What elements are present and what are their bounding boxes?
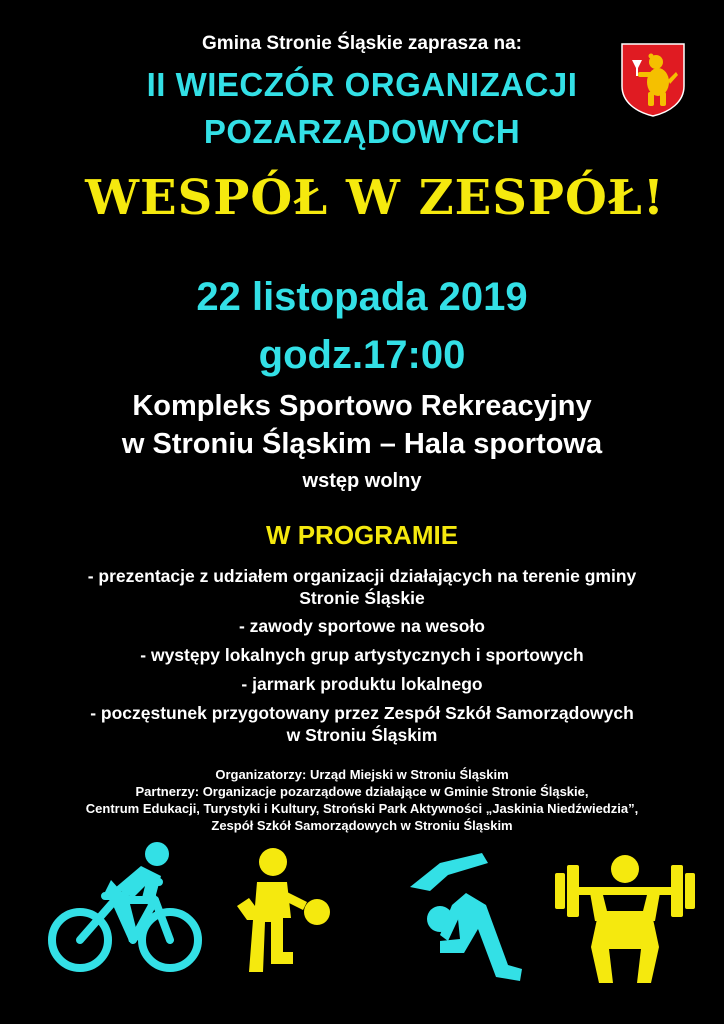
partners-line: Centrum Edukacji, Turystyki i Kultury, Stroński Park Aktywności „Jaskinia Niedźwiedzia”, <box>85 801 639 816</box>
program-item-line-1: - prezentacje z udziałem organizacji działających na terenie gminy <box>87 566 637 586</box>
cyclist-icon <box>45 840 205 980</box>
entry-note: wstęp wolny <box>302 470 422 492</box>
program-item-line-1: - jarmark produktu lokalnego <box>241 674 483 694</box>
program-item-line-1: - występy lokalnych grup artystycznych i sportowych <box>140 645 584 665</box>
organizers-line: Organizatorzy: Urząd Miejski w Stroniu Śląskim <box>215 767 509 782</box>
program-item <box>0 702 724 746</box>
program-item-line-2: Stronie Śląskie <box>299 588 425 608</box>
organizers-block <box>0 766 724 834</box>
program-item-line-1: - zawody sportowe na wesoło <box>238 616 485 636</box>
venue-line-2: w Stroniu Śląskim – Hala sportowa <box>121 428 603 460</box>
program-item <box>0 644 724 666</box>
event-date: 22 listopada 2019 <box>196 275 528 319</box>
venue-line-1: Kompleks Sportowo Rekreacyjny <box>132 390 592 422</box>
program-item-line-1: - poczęstunek przygotowany przez Zespół Szkół Samorządowych <box>90 703 634 723</box>
title-line-1: II WIECZÓR ORGANIZACJI <box>146 66 578 103</box>
program-item <box>0 565 724 609</box>
intro-text: Gmina Stronie Śląskie zaprasza na: <box>202 33 522 54</box>
program-item <box>0 673 724 695</box>
partners-line: Zespół Szkół Samorządowych w Stroniu Śląskim <box>211 818 513 833</box>
program-item-line-2: w Stroniu Śląskim <box>286 725 438 745</box>
event-time: godz.17:00 <box>258 333 466 377</box>
slogan: WESPÓŁ W ZESPÓŁ! <box>85 170 665 226</box>
coat-of-arms-bear-icon <box>620 42 686 118</box>
partners-line: Partnerzy: Organizacje pozarządowe działające w Gminie Stronie Śląskie, <box>135 784 589 799</box>
program-item <box>0 615 724 637</box>
stretching-icon <box>400 845 530 983</box>
program-heading: W PROGRAMIE <box>265 520 459 550</box>
title-line-2: POZARZĄDOWYCH <box>203 113 521 150</box>
weightlifter-icon <box>555 845 695 985</box>
ball-player-icon <box>235 842 335 980</box>
